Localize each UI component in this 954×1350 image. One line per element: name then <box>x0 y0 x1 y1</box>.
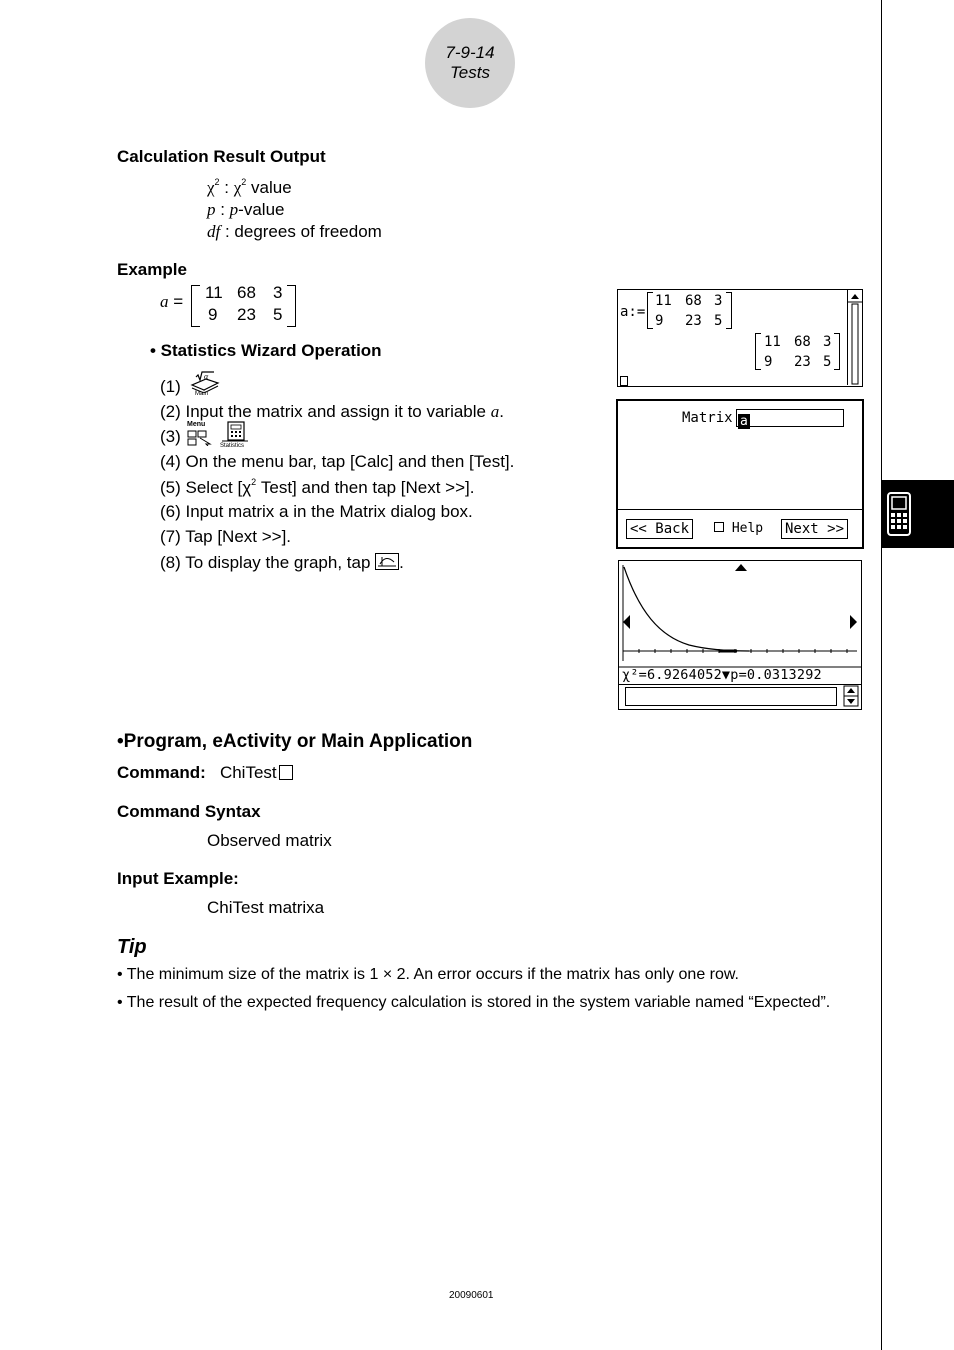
screen1-assign: a:= <box>620 304 646 320</box>
matrix-cell: 5 <box>273 305 283 324</box>
syntax-heading: Command Syntax <box>117 802 261 821</box>
space-symbol-icon <box>279 765 293 780</box>
screen1-result-cell: 3 <box>823 334 832 350</box>
wizard-heading: • Statistics Wizard Operation <box>150 341 382 360</box>
matrix-bracket-left <box>191 285 200 327</box>
input-example-value: ChiTest matrixa <box>207 898 325 917</box>
cursor-box <box>620 376 628 386</box>
screen-graph <box>618 560 862 710</box>
matrix-input-value: a <box>740 414 748 429</box>
tip-item: • The result of the expected frequency calculation is stored in the system variable named “Expected”. <box>117 994 831 1011</box>
calc-output-heading: Calculation Result Output <box>117 147 326 166</box>
calculator-icon <box>886 492 912 536</box>
screen1-result-bracket-right <box>834 333 840 370</box>
menu-icon: Menu <box>186 421 216 447</box>
main-app-icon <box>188 371 222 401</box>
scroll-left-arrow <box>623 615 630 629</box>
program-heading: •Program, eActivity or Main Application <box>117 731 473 752</box>
screen1-scrollbar[interactable] <box>847 290 862 385</box>
statistics-icon-label: Statistics <box>220 443 245 449</box>
step-3: (3) <box>160 427 181 446</box>
calc-output-chi: $\chi^2$ : $\chi^2$ value <box>207 177 292 197</box>
main-icon-label: Main <box>195 391 209 397</box>
calc-output-p: p : p-value <box>207 200 285 219</box>
example-var: a = <box>160 292 184 311</box>
footer-code: 20090601 <box>449 1290 494 1301</box>
step-7: (7) Tap [Next >>]. <box>160 527 292 546</box>
screen1-result-cell: 23 <box>794 354 811 370</box>
command-input[interactable] <box>625 687 837 706</box>
matrix-bracket-right <box>287 285 296 327</box>
chapter-tab <box>882 480 954 548</box>
help-checkbox[interactable] <box>714 520 763 538</box>
dialog-field-label: Matrix <box>682 410 733 426</box>
screen1-cell: 68 <box>685 293 702 309</box>
page-badge <box>425 18 515 108</box>
example-heading: Example <box>117 260 187 279</box>
step-5: (5) Select [$\chi^2$ Test] and then tap [Next >>]. <box>160 477 475 497</box>
tip-heading: Tip <box>117 936 147 958</box>
scroll-right-arrow <box>850 615 857 629</box>
help-label: Help <box>731 521 764 536</box>
section-name: Tests <box>449 63 490 82</box>
step-2: (2) Input the matrix and assign it to variable a. <box>160 402 504 421</box>
graph-button-icon <box>375 553 399 570</box>
svg-text:α: α <box>204 372 209 381</box>
screen1-cell: 9 <box>655 313 664 329</box>
step-4: (4) On the menu bar, tap [Calc] and then [Test]. <box>160 452 515 471</box>
matrix-input[interactable] <box>736 409 844 427</box>
screen-matrix-dialog <box>616 399 864 549</box>
matrix-cell: 23 <box>237 305 256 324</box>
screen1-result-cell: 9 <box>764 354 773 370</box>
command-line: Command: ChiTest <box>117 763 293 783</box>
matrix-cell: 9 <box>208 305 218 324</box>
next-button[interactable]: Next >> <box>781 519 848 539</box>
screen1-result-cell: 11 <box>764 334 781 350</box>
tip-item: • The minimum size of the matrix is 1 × 2. An error occurs if the matrix has only one row. <box>117 966 739 983</box>
page-number: 7-9-14 <box>445 43 495 62</box>
graph-divider <box>619 684 861 685</box>
calc-output-df: df : degrees of freedom <box>207 222 382 241</box>
step-6: (6) Input matrix a in the Matrix dialog box. <box>160 502 473 521</box>
matrix-cell: 68 <box>237 283 256 302</box>
screen1-result-cell: 5 <box>823 354 832 370</box>
screen-main-app <box>617 289 863 387</box>
matrix-cell: 3 <box>273 283 283 302</box>
screen1-result-cell: 68 <box>794 334 811 350</box>
matrix-cell: 11 <box>205 283 223 302</box>
screen1-bracket-right <box>726 292 732 329</box>
screen1-cell: 23 <box>685 313 702 329</box>
graph-scroll-arrows[interactable] <box>843 685 859 707</box>
step-1: (1) <box>160 377 181 396</box>
syntax-value: Observed matrix <box>207 831 332 850</box>
input-example-heading: Input Example: <box>117 869 239 888</box>
screen1-bracket-left <box>647 292 653 329</box>
scroll-up-arrow <box>735 564 747 571</box>
screen1-cell: 5 <box>714 313 723 329</box>
back-button[interactable]: << Back <box>626 519 693 539</box>
statistics-icon <box>220 421 256 451</box>
chi-square-graph <box>619 561 861 671</box>
result-line: χ²=6.9264052▼p=0.0313292 <box>622 667 822 683</box>
screen1-cell: 3 <box>714 293 723 309</box>
screen1-result-bracket-left <box>755 333 761 370</box>
margin-rule <box>881 0 882 1350</box>
step-8: (8) To display the graph, tap . <box>160 553 404 572</box>
screen1-cell: 11 <box>655 293 672 309</box>
dialog-divider <box>618 509 862 510</box>
